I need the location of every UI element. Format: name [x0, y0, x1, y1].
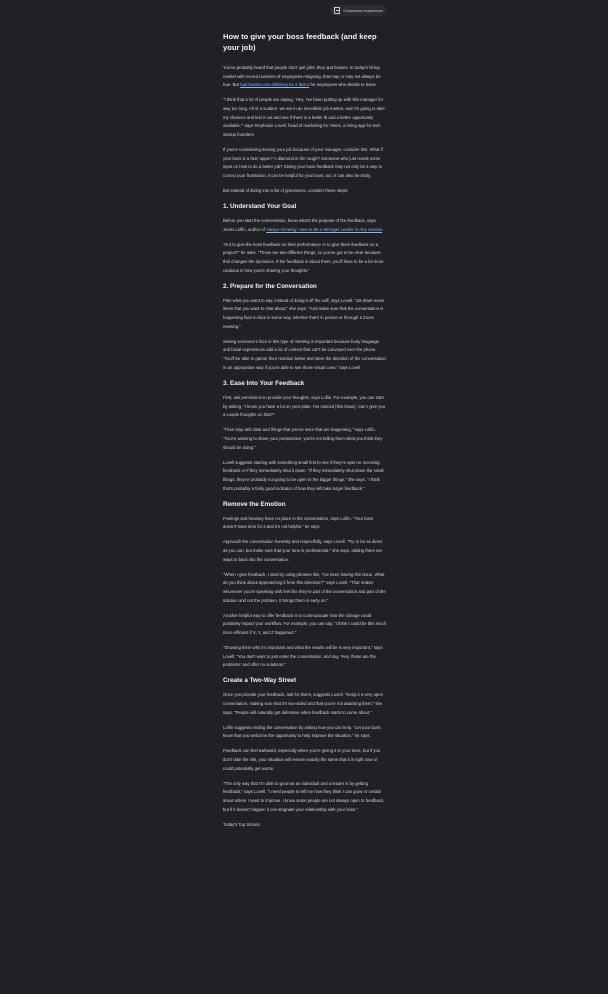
paragraph: Feedback can feel awkward, especially when you're giving it to your boss, but if you don't take the risk, your situation will remain exactly the same that it is right now or could potentially get worse.: [223, 748, 381, 771]
paragraph: "When I give feedback, I start by using phrases like, 'I've been having this issue. What do you think about approaching it from this direction?'" says Lovell. "That makes whomever you're speaking with feel like they're part of the conversation and part of the solution and not the problem. It brings them in early on.": [223, 571, 386, 603]
book-link[interactable]: [266, 227, 382, 232]
paragraph: First, ask permission to provide your thoughts, says Loflin. For example, you can start by asking, "I know you have a lot on your plate. I've noticed [this issue]. Can I give you a couple thoughts on that?": [223, 394, 386, 418]
paragraph: "The only way that I'm able to grow as an individual and a leader is by getting feedback," says Lovell. "I need people to tell me how they think I can grow or certain areas where I need to improve. I know some people are not always open to feedback, but if it doesn't happen it can stagnate your relationship with your boss.": [223, 780, 385, 812]
paragraph: "Is it to give the boss feedback on their performance or to give them feedback on a project?" he asks. "Those are two different things, so you've got to be clear because that changes the dynamics. If the feedback is about them, you'll have to be a lot more cautious in how you're sharing your thoughts.": [223, 241, 384, 273]
paragraph: Loflin suggests ending the conversation by asking how you can help. "Let your boss know that you welcome the opportunity to help improve the situation," he says.: [223, 724, 381, 739]
paragraph: [223, 64, 387, 90]
article-title: How to give your boss feedback (and keep your job): [223, 32, 377, 52]
paragraph: Another helpful way to offer feedback is to communicate how the change could positively impact your workflow. For example, you can say, "I think I could be this much more efficient if X, Y, and Z happened.": [223, 612, 386, 635]
text: for employees who decide to leave.: [309, 82, 378, 88]
paragraph: Lovell suggests starting with something small first to see if they're open to receiving feedback or if they immediately shut it down. "If they immediately shut down the small things, they're probably not going to be open to the bigger things," she says. "I think that's probably a fairly good indicator of how they will take larger feedback.": [223, 459, 384, 491]
paragraph: Feelings and hearsay have no place in the conversation, says Loflin. "Your boss doesn't have time for it and it's not helpful," he says.: [223, 515, 374, 530]
text: .: [382, 226, 384, 232]
paragraph: Seeing someone's face in this type of meeting is important because body language and facial expressions add a lot of context that can't be conveyed over the phone. "You'll be able to garner their reaction better and steer the direction of the conversation in an appropriate way if you're able to see those visual cues," says Lovell.: [223, 338, 386, 370]
bad-bosses-link[interactable]: bad bosses can definitely be a factor: [240, 82, 310, 88]
section-heading: 2. Prepare for the Conversation: [223, 282, 317, 290]
section-heading: Remove the Emotion: [223, 500, 286, 508]
paragraph: If you're considering leaving your job because of your manager, consider this: What if your boss is a fixer upper? A diamond in the rough? Someone who just needs some input on how to do a better job? Giving your boss feedback may not only be a way to correct your frustration; it can be helpful for your boss, too. It can also be tricky.: [223, 147, 383, 178]
paragraph: Once you provide your feedback, ask for theirs, suggests Lovell. "Keep it a very open conversation, making sure that it's two-sided and that you're not attacking them," she says. "People will naturally get defensive when feedback starts to come about.": [223, 692, 384, 715]
book-title: Always Growing: How to Be a Stronger Leader in Any Season: [266, 226, 383, 232]
paragraph: "I think that a lot of people are saying, 'Hey, I've been putting up with this manager for way too long. All of a sudden, we are in an incredible job market, and I'm going to take my chances and test it out and see if there is a better fit and a better opportunity available,'" says Stephanie Lovell, head of marketing for Hirect, a hiring app for tech startup founders.: [223, 97, 385, 137]
top-stories-label: Today's Top Stories:: [223, 821, 261, 827]
paragraph: "Then stay with data and things that you've seen that are happening," says Loflin. "You're wanting to share your perspective; you're not telling them what you think they should be doing.": [223, 427, 383, 450]
article-body: [223, 64, 387, 836]
section-heading: Create a Two-Way Street: [223, 677, 297, 685]
section-heading: 3. Ease Into Your Feedback: [223, 379, 305, 387]
paragraph: Plan what you want to say, instead of doing it off the cuff, says Lovell. "Jot down some items that you want to chat about," she says. "And make sure that the conversation is happening face to face in some way, whether that's in person or through a Zoom meeting.": [223, 297, 385, 329]
customize-experience-button[interactable]: [330, 5, 387, 16]
text: Before you start the conversation, know what's the purpose of the feedback, says Jones Loflin, author of: [223, 218, 376, 232]
paragraph: Approach the conversation honestly and respectfully, says Lovell. "Try to be as direct as you can, but make sure that your tone is professional," she says, adding there are ways to back into the conversation.: [223, 539, 383, 562]
paragraph: But instead of diving into a list of grievances, consider these steps:: [223, 188, 349, 194]
paragraph: "Showing them why it's important and what the results will be is very important," says Lovell. "You don't want to just enter the conversation, and say, 'Hey, these are the problems' and offer no solutions.": [223, 645, 383, 668]
text: You've probably heard that people don't quit jobs; they quit bosses. In today's hiring market with record numbers of employees resigning, that may or may not always be true. But: [223, 65, 381, 88]
top-bar: [223, 5, 387, 17]
document-icon: [334, 7, 340, 14]
section-heading: 1. Understand Your Goal: [223, 203, 297, 211]
paragraph: [223, 217, 387, 234]
customize-label: Customize experience: [343, 8, 383, 13]
